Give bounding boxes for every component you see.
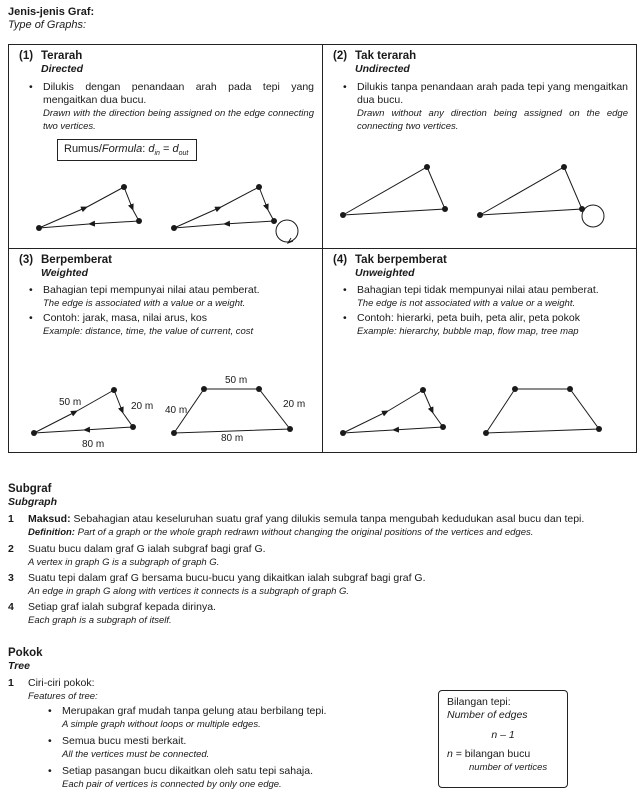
svg-text:50 m: 50 m (59, 397, 82, 408)
svg-text:80 m: 80 m (221, 433, 244, 444)
cell-title: (2) Tak terarah Undirected (333, 50, 417, 75)
cell-title: (3) Berpemberat Weighted (19, 254, 112, 279)
subgraf-heading: Subgraf Subgraph (8, 483, 57, 508)
pokok-item-1: 1 Ciri-ciri pokok: Features of tree: (8, 677, 98, 702)
undirected-graph-diagrams (323, 45, 636, 249)
cell-unweighted (323, 249, 636, 452)
subgraf-item-1: 1 Maksud: Sebahagian atau keseluruhan suatu graf yang dilukis semula tanpa mengubah kedudukan asal bucu dan tepi. Definition: Part of a graph or the whole graph redrawn without changing the original positions of the vertices and edges. (8, 513, 585, 538)
subgraf-item-2: 2 Suatu bucu dalam graf G ialah subgraf bagi graf G. A vertex in graph G is a subgraph of graph G. (8, 543, 266, 568)
section-header (8, 6, 94, 32)
bullet: • Contoh: jarak, masa, nilai arus, kos Example: distance, time, the value of current, cost (29, 312, 254, 337)
directed-graph-diagrams (9, 45, 323, 249)
cell-directed (9, 45, 323, 249)
subgraf-item-4: 4 Setiap graf ialah subgraf kepada dirinya. Each graph is a subgraph of itself. (8, 601, 216, 626)
pokok-bullet-1: • Merupakan graf mudah tanpa gelung atau berbilang tepi. A simple graph without loops or multiple edges. (48, 705, 327, 730)
unweighted-graph-diagrams (323, 249, 636, 452)
pokok-bullet-3: • Setiap pasangan bucu dikaitkan oleh satu tepi sahaja. Each pair of vertices is connected by only one edge. (48, 765, 314, 790)
cell-title: (1) Terarah Directed (19, 50, 84, 75)
bullet: • Bahagian tepi mempunyai nilai atau pemberat. The edge is associated with a value or a weight. (29, 284, 260, 309)
svg-text:20 m: 20 m (131, 401, 154, 412)
header-subtitle: Type of Graphs: (8, 19, 87, 31)
edges-formula-box: Bilangan tepi: Number of edges n – 1 n = bilangan bucu number of vertices (438, 690, 568, 788)
weighted-graph-diagrams (9, 249, 323, 452)
header-title: Jenis-jenis Graf: (8, 6, 95, 18)
svg-text:80 m: 80 m (82, 439, 105, 450)
svg-text:50 m: 50 m (225, 375, 248, 386)
svg-text:20 m: 20 m (283, 399, 306, 410)
bullet: • Bahagian tepi tidak mempunyai nilai atau pemberat. The edge is not associated with a value or a weight. (343, 284, 599, 309)
bullet: • Dilukis dengan penandaan arah pada tepi yang mengaitkan dua bucu. Drawn with the direction being assigned on the edge connecting two vertices. (29, 81, 314, 132)
bullet: • Contoh: hierarki, peta buih, peta alir, peta pokok Example: hierarchy, bubble map, flow map, tree map (343, 312, 580, 337)
graph-types-table (8, 44, 637, 453)
cell-undirected (323, 45, 636, 249)
cell-title: (4) Tak berpemberat Unweighted (333, 254, 447, 279)
pokok-heading: Pokok Tree (8, 647, 43, 672)
pokok-bullet-2: • Semua bucu mesti berkait. All the vertices must be connected. (48, 735, 210, 760)
bullet: • Dilukis tanpa penandaan arah pada tepi yang mengaitkan dua bucu. Drawn without any direction being assigned on the edge connecting two vertices. (343, 81, 628, 132)
formula-box: Rumus/Formula: $d_{in} = d_{out}$ (57, 139, 197, 161)
subgraf-item-3: 3 Suatu tepi dalam graf G bersama bucu-bucu yang dikaitkan ialah subgraf bagi graf G. An edge in graph G along with vertices it connects is a subgraph of graph G. (8, 572, 426, 597)
svg-text:40 m: 40 m (165, 405, 188, 416)
cell-weighted (9, 249, 323, 452)
